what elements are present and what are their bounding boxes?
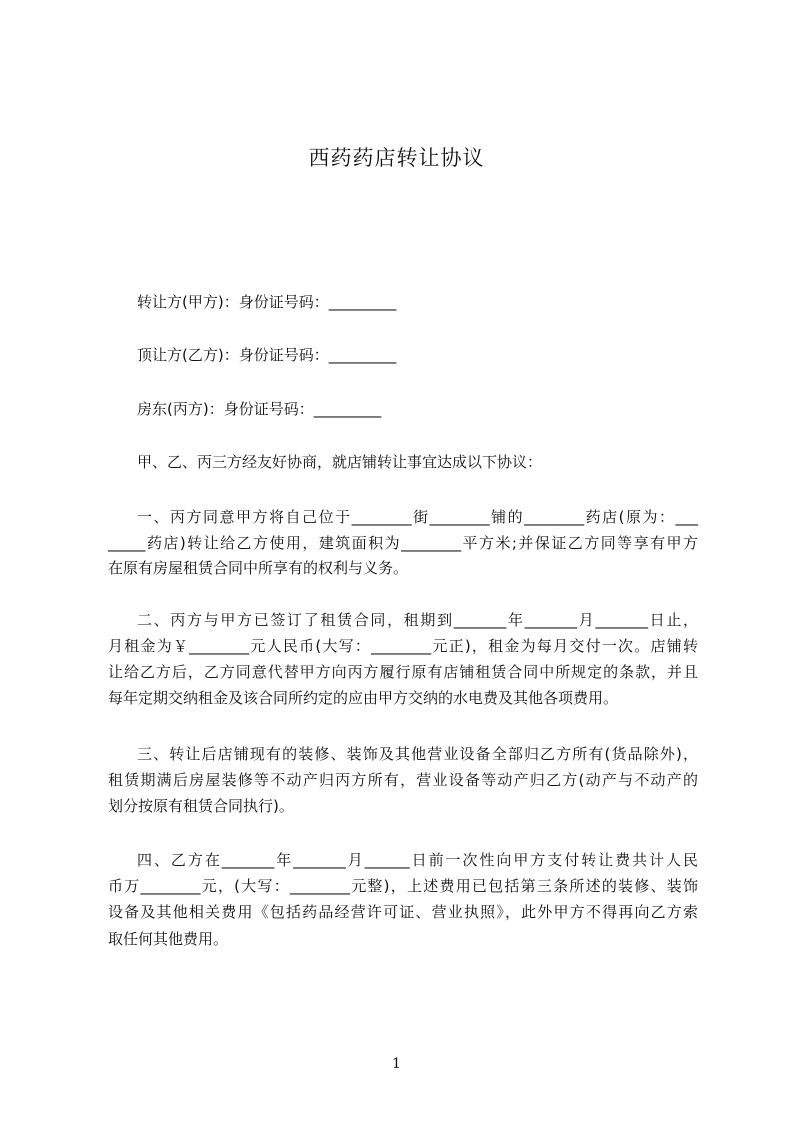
party-transferee: 顶让方(乙方)：身份证号码：_________ — [137, 346, 397, 364]
clause-4-line-3: 设备及其他相关费用《包括药品经营许可证、营业执照》，此外甲方不得再向乙方索 — [108, 903, 698, 921]
clause-1-line-2: _____药店)转让给乙方使用，建筑面积为________平方米;并保证乙方同等享有甲方 — [108, 534, 698, 552]
clause-2-line-1: 二、丙方与甲方已签订了租赁合同，租期到_______年_______月_______日止， — [137, 611, 698, 629]
clause-4-line-4: 取任何其他费用。 — [108, 930, 229, 948]
intro-paragraph: 甲、乙、丙三方经友好协商，就店铺转让事宜达成以下协议： — [137, 453, 543, 471]
clause-3-line-2: 租赁期满后房屋装修等不动产归丙方所有，营业设备等动产归乙方(动产与不动产的 — [108, 771, 698, 789]
party-transferor: 转让方(甲方)：身份证号码：_________ — [137, 293, 397, 311]
clause-3-line-3: 划分按原有租赁合同执行)。 — [108, 797, 294, 815]
clause-2-line-4: 每年定期交纳租金及该合同所约定的应由甲方交纳的水电费及其他各项费用。 — [108, 689, 619, 707]
document-title: 西药药店转让协议 — [308, 146, 485, 170]
clause-4-line-1: 四、乙方在_______年_______月______日前一次性向甲方支付转让费共计人民 — [137, 851, 698, 869]
page-number: 1 — [392, 1056, 401, 1072]
clause-3-line-1: 三、转让后店铺现有的装修、装饰及其他营业设备全部归乙方所有(货品除外)， — [137, 745, 698, 763]
clause-2-line-3: 让给乙方后，乙方同意代替甲方向丙方履行原有店铺租赁合同中所规定的条款，并且 — [108, 663, 698, 681]
clause-4-line-2: 币万________元，(大写：________元整)，上述费用已包括第三条所述的装修、装饰 — [108, 877, 698, 895]
clause-1-line-3: 在原有房屋租赁合同中所享有的权利与义务。 — [108, 559, 409, 577]
party-landlord: 房东(丙方)：身份证号码：_________ — [137, 400, 382, 418]
clause-1-line-1: 一、丙方同意甲方将自己位于________街________铺的________药店(原为：___ — [137, 508, 698, 526]
clause-2-line-2: 月租金为￥________元人民币(大写：________元正)，租金为每月交付一次。店铺转 — [108, 637, 698, 655]
